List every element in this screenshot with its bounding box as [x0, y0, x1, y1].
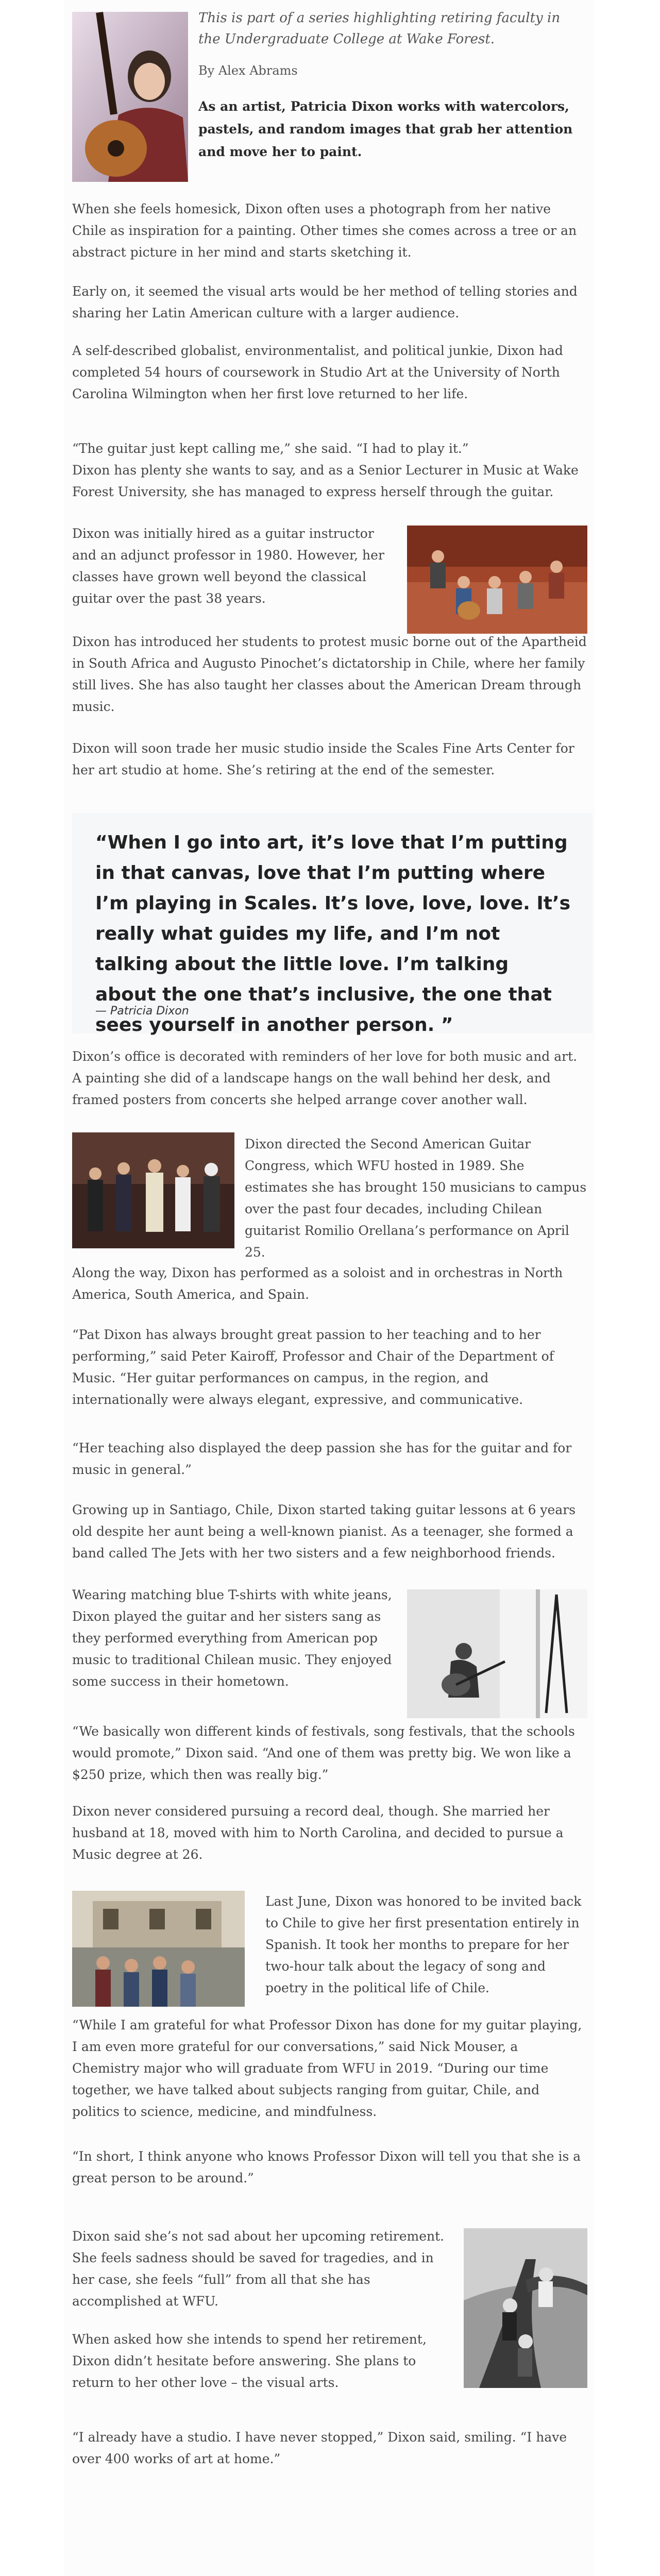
pull-quote [72, 813, 593, 1036]
intro-text [198, 8, 580, 163]
paragraph-17: Dixon never considered pursuing a record deal, though. She married her husband at 18, moved with him to North Carolina, and decided to pursue a Music degree at 26. [72, 1804, 564, 1862]
pull-quote-attribution: — Patricia Dixon [95, 1005, 189, 1018]
sisters-tree-photo [464, 2228, 587, 2388]
paragraph-21: Dixon said she’s not sad about her upcoming retirement. She feels sadness should be saved for tragedies, and in her case, she feels “full” from all that she has accomplished at WFU. [72, 2229, 445, 2309]
paragraph-16: “We basically won different kinds of festivals, song festivals, that the schools would promote,” Dixon said. “And one of them was pretty big. We won like a $250 prize, which then was really big.” [72, 1724, 575, 1782]
paragraph-23: “I already have a studio. I have never stopped,” Dixon said, smiling. “I have over 400 works of art at home.” [72, 2430, 567, 2466]
students-group-photo [407, 526, 587, 634]
paragraph-13: “Her teaching also displayed the deep passion she has for the guitar and for music in general.” [72, 1440, 572, 1477]
series-note: This is part of a series highlighting retiring faculty in the Undergraduate College at Wake Forest. [198, 10, 561, 47]
pull-quote-text: “When I go into art, it’s love that I’m putting in that canvas, love that I’m putting where I’m playing in Scales. It’s love, love, love. It’s really what guides my life, and I’m not talking about the little love. I’m talking about the one that’s inclusive, the one that sees yourself in another person. ” [95, 832, 571, 1036]
paragraph-10: Dixon directed the Second American Guitar Congress, which WFU hosted in 1989. She estimates she has brought 150 musicians to campus over the past four decades, including Chilean guitarist Romilio Orellana’s performance on April 25. [245, 1137, 587, 1260]
paragraph-3: A self-described globalist, environmentalist, and political junkie, Dixon had completed 54 hours of coursework in Studio Art at the University of North Carolina Wilmington when her first love returned to her life. [72, 343, 563, 401]
paragraph-9: Dixon’s office is decorated with reminders of her love for both music and art. A painting she did of a landscape hangs on the wall behind her desk, and framed posters from concerts she helped arrange cover another wall. [72, 1049, 578, 1107]
paragraph-8: Dixon will soon trade her music studio inside the Scales Fine Arts Center for her art studio at home. She’s retiring at the end of the semester. [72, 741, 574, 777]
paragraph-2: Early on, it seemed the visual arts would be her method of telling stories and sharing her Latin American culture with a larger audience. [72, 284, 578, 320]
portrait-photo-guitar [72, 12, 188, 182]
paragraph-5: Dixon has plenty she wants to say, and as a Senior Lecturer in Music at Wake Forest University, she has managed to express herself through the guitar. [72, 463, 579, 499]
byline: By Alex Abrams [198, 63, 298, 78]
paragraph-11: Along the way, Dixon has performed as a soloist and in orchestras in North America, South America, and Spain. [72, 1265, 563, 1302]
paragraph-22: When asked how she intends to spend her retirement, Dixon didn’t hesitate before answering. She plans to return to her other love – the visual arts. [72, 2332, 427, 2390]
paragraph-19: “While I am grateful for what Professor Dixon has done for my guitar playing, I am even more grateful for our conversations,” said Nick Mouser, a Chemistry major who will graduate from WFU in 2019. “During our time together, we have talked about subjects ranging from guitar, Chile, and politics to science, medicine, and mindfulness. [72, 2018, 582, 2119]
guitar-congress-photo [72, 1132, 234, 1248]
paragraph-1: When she feels homesick, Dixon often uses a photograph from her native Chile as inspiration for a painting. Other times she comes across a tree or an abstract picture in her mind and starts sketching it. [72, 201, 577, 260]
guitar-easel-photo [407, 1589, 587, 1718]
paragraph-12: “Pat Dixon has always brought great passion to her teaching and to her performing,” said Peter Kairoff, Professor and Chair of the Department of Music. “Her guitar performances on campus, in the region, and internationally were always elegant, expressive, and communicative. [72, 1327, 554, 1407]
paragraph-7: Dixon has introduced her students to protest music borne out of the Apartheid in South Africa and Augusto Pinochet’s dictatorship in Chile, where her family still lives. She has also taught her classes about the American Dream through music. [72, 634, 587, 714]
article-intro [72, 8, 587, 183]
paragraph-6: Dixon was initially hired as a guitar instructor and an adjunct professor in 1980. However, her classes have grown well beyond the classical guitar over the past 38 years. [72, 526, 384, 606]
paragraph-14: Growing up in Santiago, Chile, Dixon started taking guitar lessons at 6 years old despite her aunt being a well-known pianist. As a teenager, she formed a band called The Jets with her two sisters and a few neighborhood friends. [72, 1502, 576, 1561]
paragraph-4: “The guitar just kept calling me,” she said. “I had to play it.” [72, 441, 469, 456]
paragraph-18: Last June, Dixon was honored to be invited back to Chile to give her first presentation entirely in Spanish. It took her months to prepare for her two-hour talk about the legacy of song and poetry in the political life of Chile. [265, 1894, 582, 1995]
article-deck: As an artist, Patricia Dixon works with watercolors, pastels, and random images that grab her attention and move her to paint. [198, 99, 573, 159]
paragraph-15: Wearing matching blue T-shirts with white jeans, Dixon played the guitar and her sisters sang as they performed everything from American pop music to traditional Chilean music. They enjoyed some success in their hometown. [72, 1587, 392, 1689]
chile-family-photo [72, 1891, 245, 2007]
paragraph-20: “In short, I think anyone who knows Professor Dixon will tell you that she is a great person to be around.” [72, 2149, 581, 2185]
